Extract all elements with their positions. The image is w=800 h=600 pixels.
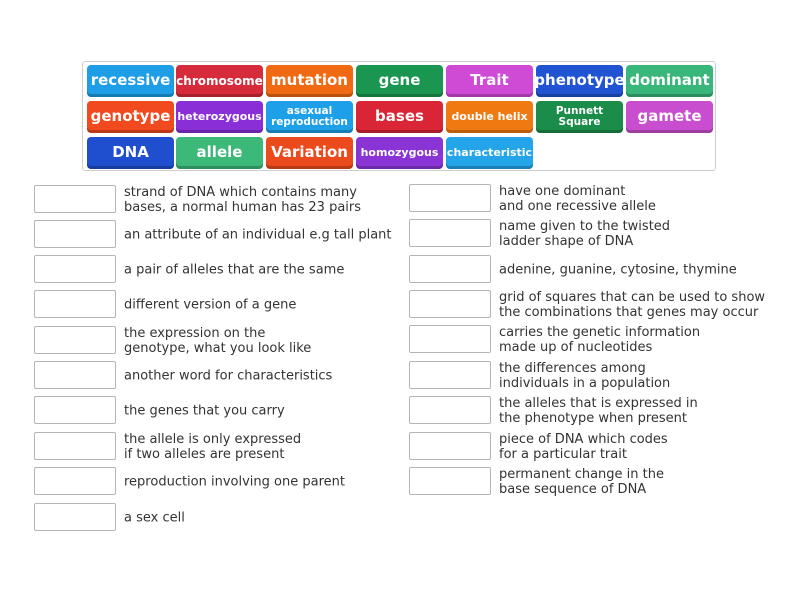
clue-text: piece of DNA which codes for a particular trait [499,432,668,462]
tile-mutation[interactable]: mutation [266,65,353,97]
tile-phenotype[interactable]: phenotype [536,65,623,97]
tile-punnett-square[interactable]: Punnett Square [536,101,623,133]
tile-variation[interactable]: Variation [266,137,353,169]
clue-text: the alleles that is expressed in the phenotype when present [499,396,698,426]
tile-double-helix[interactable]: double helix [446,101,533,133]
clue-text: name given to the twisted ladder shape of DNA [499,219,671,249]
tile-gene[interactable]: gene [356,65,443,97]
drop-box[interactable] [34,220,116,248]
tile-homozygous[interactable]: homozygous [356,137,443,169]
word-bank [82,61,716,171]
clue-text: grid of squares that can be used to show the combinations that genes may occur [499,290,766,320]
drop-box[interactable] [34,503,116,531]
tile-recessive[interactable]: recessive [87,65,174,97]
drop-box[interactable] [409,255,491,283]
clue-text: the differences among individuals in a population [499,361,671,391]
drop-box[interactable] [34,255,116,283]
clue-text: permanent change in the base sequence of DNA [499,467,664,497]
drop-box[interactable] [34,326,116,354]
clue-text: a pair of alleles that are the same [124,262,345,278]
tile-asexual-reproduction[interactable]: asexual reproduction [266,101,353,133]
clue-text: an attribute of an individual e.g tall plant [124,227,392,243]
clue-text: the genes that you carry [124,403,285,419]
drop-box[interactable] [409,432,491,460]
clue-text: adenine, guanine, cytosine, thymine [499,262,737,278]
clue-text: strand of DNA which contains many bases, a normal human has 23 pairs [124,185,362,215]
tile-allele[interactable]: allele [176,137,263,169]
tile-bases[interactable]: bases [356,101,443,133]
drop-box[interactable] [409,396,491,424]
tile-gamete[interactable]: gamete [626,101,713,133]
drop-box[interactable] [34,396,116,424]
tile-dna[interactable]: DNA [87,137,174,169]
clue-text: a sex cell [124,510,185,526]
clue-text: another word for characteristics [124,368,333,384]
drop-box[interactable] [34,361,116,389]
tile-trait[interactable]: Trait [446,65,533,97]
tile-genotype[interactable]: genotype [87,101,174,133]
drop-box[interactable] [34,432,116,460]
drop-box[interactable] [409,325,491,353]
drop-box[interactable] [34,467,116,495]
drop-box[interactable] [34,290,116,318]
clue-text: carries the genetic information made up of nucleotides [499,325,701,355]
drop-box[interactable] [409,219,491,247]
drop-box[interactable] [409,361,491,389]
drop-box[interactable] [34,185,116,213]
tile-characteristic[interactable]: characteristic [446,137,533,169]
tile-chromosome[interactable]: chromosome [176,65,263,97]
clue-text: different version of a gene [124,297,297,313]
clue-text: have one dominant and one recessive allele [499,184,656,214]
drop-box[interactable] [409,467,491,495]
clue-text: the expression on the genotype, what you look like [124,326,312,356]
clue-text: the allele is only expressed if two alleles are present [124,432,302,462]
tile-heterozygous[interactable]: heterozygous [176,101,263,133]
tile-dominant[interactable]: dominant [626,65,713,97]
drop-box[interactable] [409,290,491,318]
drop-box[interactable] [409,184,491,212]
clue-text: reproduction involving one parent [124,474,345,490]
